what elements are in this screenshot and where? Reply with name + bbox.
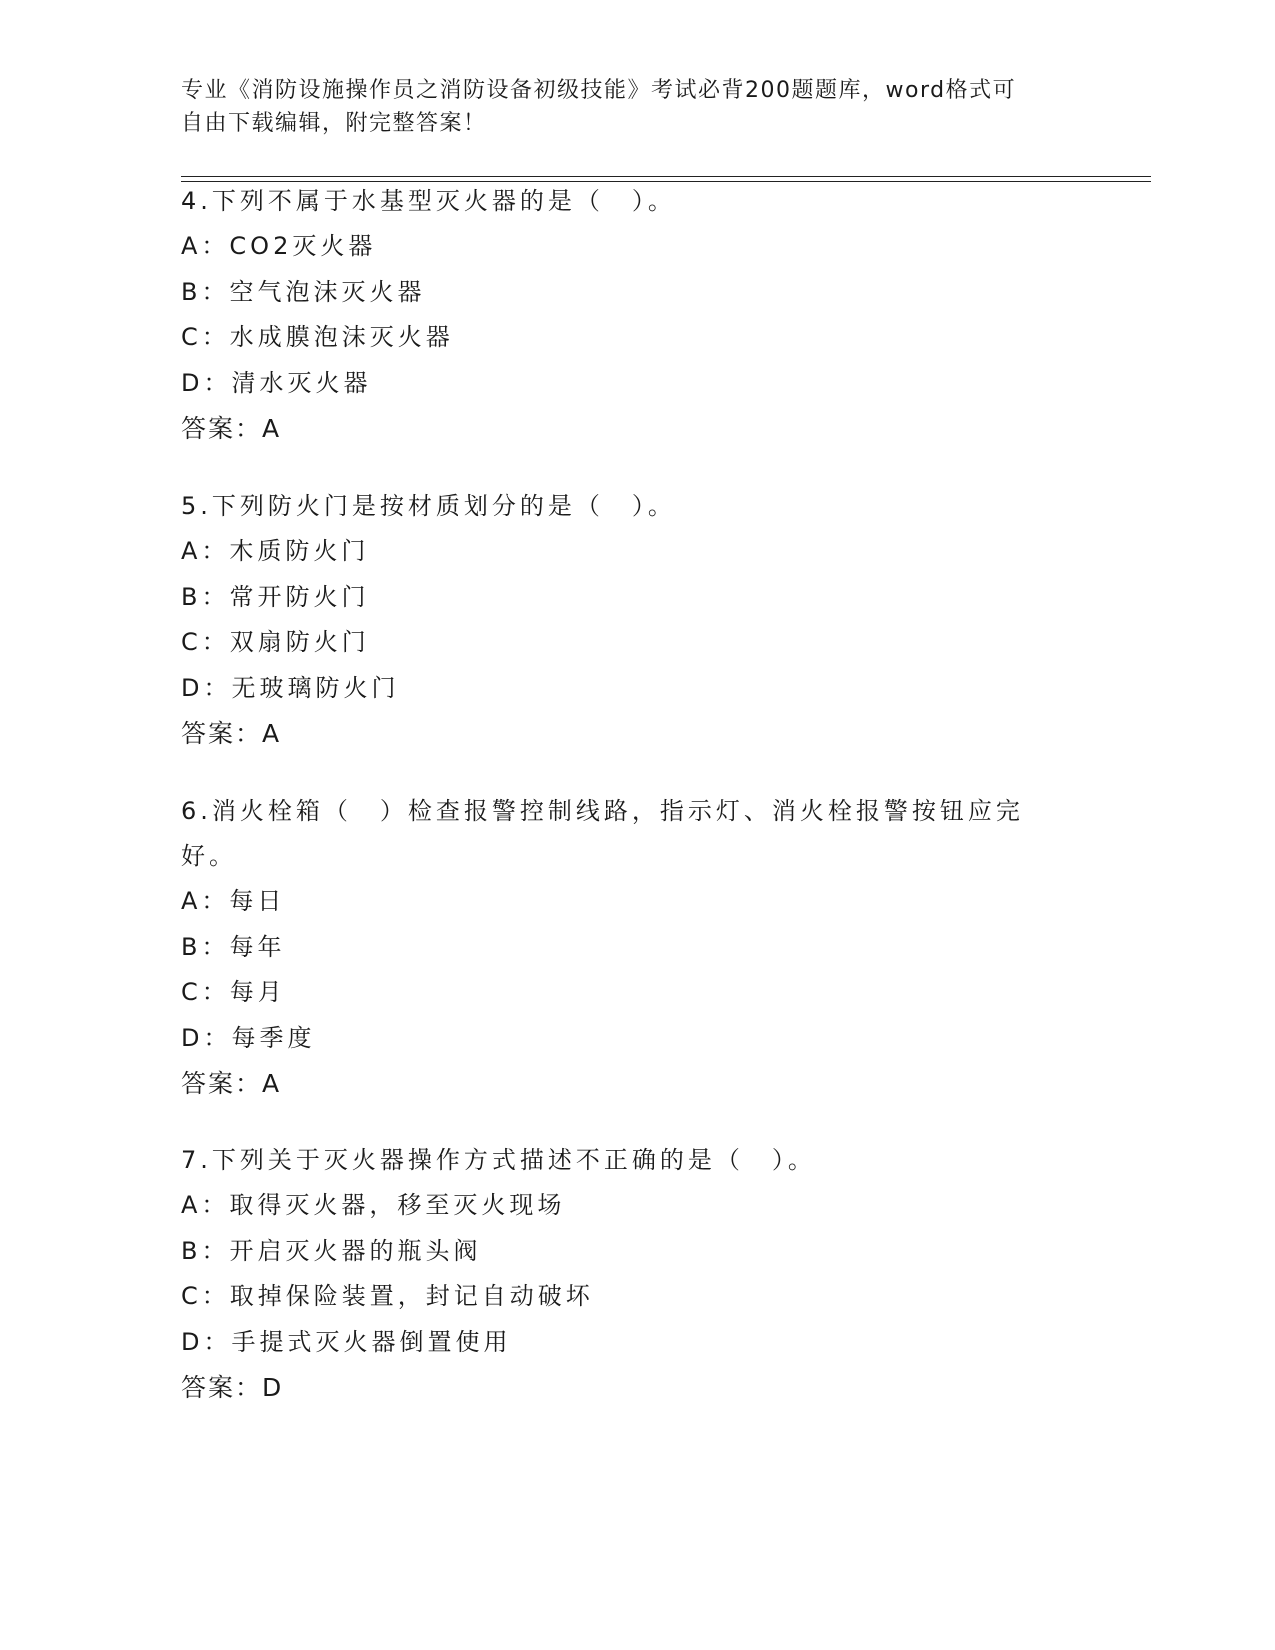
option-a: A：取得灭火器，移至灭火现场 <box>181 1191 566 1219</box>
header-line-1: 专业《消防设施操作员之消防设备初级技能》考试必背200题题库，word格式可 <box>181 78 1017 103</box>
option-a: A：每日 <box>181 887 286 915</box>
option-b: B：空气泡沫灭火器 <box>181 277 426 306</box>
question-block <box>181 789 1061 1106</box>
option-c: C：水成膜泡沫灭火器 <box>181 323 454 351</box>
option-b: B：每年 <box>181 932 286 961</box>
answer-line: 答案：A <box>181 719 282 748</box>
answer-line: 答案：D <box>181 1373 284 1402</box>
option-c: C：每月 <box>181 978 286 1006</box>
answer-line: 答案：A <box>181 1069 282 1098</box>
option-b: B：开启灭火器的瓶头阀 <box>181 1236 482 1265</box>
option-a: A：木质防火门 <box>181 537 370 565</box>
option-b: B：常开防火门 <box>181 582 370 611</box>
question-stem-line-2: 好。 <box>181 842 237 870</box>
question-block <box>181 484 1061 756</box>
option-c: C：双扇防火门 <box>181 628 370 656</box>
question-stem: 4.下列不属于水基型灭火器的是（ ）。 <box>181 187 676 215</box>
question-stem-line-1: 6.消火栓箱（ ）检查报警控制线路，指示灯、消火栓报警按钮应完 <box>181 797 1024 825</box>
header-divider-top <box>181 176 1151 177</box>
question-block <box>181 179 1061 451</box>
question-stem: 7.下列关于灭火器操作方式描述不正确的是（ ）。 <box>181 1146 816 1174</box>
option-d: D：无玻璃防火门 <box>181 673 400 702</box>
option-c: C：取掉保险装置，封记自动破坏 <box>181 1282 594 1310</box>
option-d: D：每季度 <box>181 1023 316 1052</box>
document-header <box>181 74 1061 140</box>
answer-line: 答案：A <box>181 414 282 443</box>
question-block <box>181 1138 1061 1410</box>
header-line-2: 自由下载编辑，附完整答案！ <box>181 111 487 136</box>
question-stem: 5.下列防火门是按材质划分的是（ ）。 <box>181 492 676 520</box>
option-d: D：清水灭火器 <box>181 368 372 397</box>
option-a: A：CO2灭火器 <box>181 232 377 260</box>
option-d: D：手提式灭火器倒置使用 <box>181 1327 512 1356</box>
